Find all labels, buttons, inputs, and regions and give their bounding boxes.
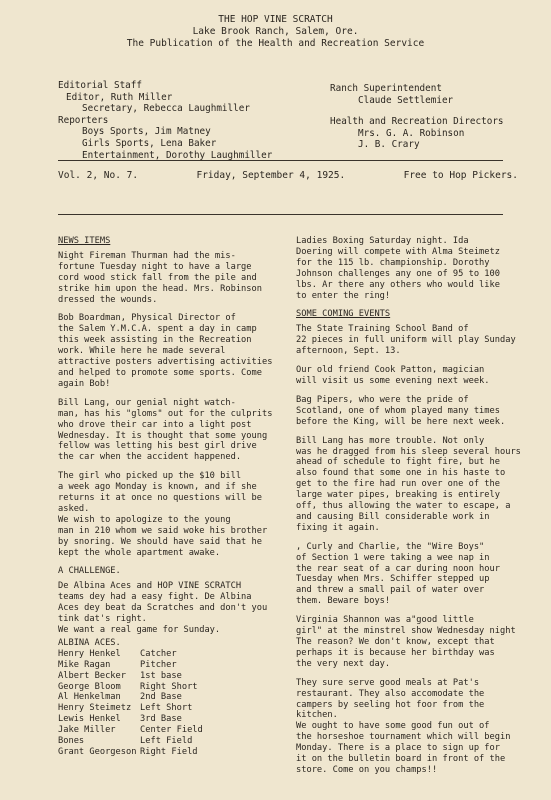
article-band: The State Training School Band of 22 pieces in full uniform will play Sunday afternoon, Sept. 13. [296, 324, 516, 357]
roster-row [58, 747, 280, 758]
director-1: Mrs. G. A. Robinson [358, 127, 465, 139]
player-name: Lewis Henkel [58, 714, 121, 725]
divider-upper [58, 160, 503, 161]
player-name: Albert Becker [58, 670, 126, 681]
staff-right [330, 83, 504, 151]
newsletter-place: Lake Brook Ranch, Salem, Ore. [192, 26, 359, 37]
news-items-heading: NEWS ITEMS [58, 236, 111, 246]
article-shannon: Virginia Shannon was a"good little girl" at the minstrel show Wednesday night The reason? We don't know, except that perhaps it is because her birthday was the very next day. [296, 615, 516, 669]
roster-row [58, 682, 280, 693]
left-column [58, 236, 280, 758]
secretary: Secretary, Rebecca Laughmiller [82, 103, 250, 115]
editorial-heading: Editorial Staff [58, 80, 142, 91]
player-position: 2nd Base [140, 692, 182, 703]
player-position: Center Field [140, 725, 203, 736]
player-position: Left Short [140, 703, 193, 714]
article-restaurant: They sure serve good meals at Pat's restaurant. They also accomodate the campers by seeling hot foor from the kitchen. We ought to have some good fun out of the horseshoe tournament which will begin Monday. There is a place to sign up for it on the bulletin board in front of the store. Come on you champs!! [296, 677, 511, 775]
player-name: Grant Georgeson [58, 746, 137, 757]
article-wire-boys: , Curly and Charlie, the "Wire Boys" of Section 1 were taking a wee nap in the rear seat of a car during noon hour Tuesday when Mrs. Schiffer stepped up and threw a small pail of water over them. Beware boys! [296, 541, 500, 607]
entertainment: Entertainment, Dorothy Laughmiller [82, 149, 273, 161]
challenge-heading: A CHALLENGE. [58, 566, 121, 577]
player-position: Right Short [140, 681, 198, 692]
issue-volume: Vol. 2, No. 7. [58, 170, 139, 181]
issue-line [58, 170, 518, 181]
article-magician: Our old friend Cook Patton, magician will visit us some evening next week. [296, 365, 490, 386]
article-lang: Bill Lang, our genial night watch- man, has his "gloms" out for the culprits who drove their car into a light post Wednesday. It is thought that some young fellow was letting his best girl drive the car when the accident happened. [58, 397, 273, 463]
roster-row [58, 703, 280, 714]
player-position: Pitcher [140, 659, 177, 670]
staff-left [58, 80, 272, 161]
player-position: Left Field [140, 736, 193, 747]
player-position: 1st base [140, 670, 182, 681]
divider-lower [58, 214, 503, 215]
article-lang-trouble: Bill Lang has more trouble. Not only was he dragged from his sleep several hours ahead of schedule to fight fire, but he also found that some one in his haste to get to the fire had run over one of the large water pipes, breaking is entirely off, thus allowing the water to escape, a and causing Bill considerable work in fixing it again. [296, 435, 521, 533]
roster-row [58, 725, 280, 736]
roster-row [58, 660, 280, 671]
roster-row [58, 736, 280, 747]
roster-list [58, 649, 280, 758]
coming-events-heading: SOME COMING EVENTS [296, 309, 391, 320]
director-2: J. B. Crary [358, 139, 420, 151]
roster-row [58, 714, 280, 725]
boys-sports: Boys Sports, Jim Matney [82, 126, 211, 138]
masthead [0, 14, 551, 50]
editor: Editor, Ruth Miller [66, 91, 173, 103]
girls-sports: Girls Sports, Lena Baker [82, 137, 217, 149]
player-name: Al Henkelman [58, 692, 121, 703]
player-name: George Bloom [58, 681, 121, 692]
superintendent: Claude Settlemier [358, 94, 454, 106]
issue-date: Friday, September 4, 1925. [196, 170, 346, 181]
player-name: Jake Miller [58, 725, 116, 736]
player-name: Mike Ragan [58, 659, 111, 670]
directors-heading: Health and Recreation Directors [330, 116, 504, 128]
article-boardman: Bob Boardman, Physical Director of the Salem Y.M.C.A. spent a day in camp this week assisting in the Recreation work. While here he made several attractive posters advertising activities and helped to promote some sports. Come again Bob! [58, 313, 273, 389]
player-position: Right Field [140, 746, 198, 757]
player-name: Bones [58, 736, 85, 747]
article-fireman: Night Fireman Thurman had the mis- fortune Tuesday night to have a large cord wood stick fall from the pile and strike him upon the head. Mrs. Robinson dressed the wounds. [58, 250, 262, 305]
reporters-heading: Reporters [58, 114, 109, 126]
newsletter-service: The Publication of the Health and Recreation Service [126, 38, 425, 49]
player-name: Henry Steimetz [58, 703, 132, 714]
player-position: 3rd Base [140, 714, 182, 725]
right-column [296, 236, 521, 784]
article-challenge: De Albina Aces and HOP VINE SCRATCH teams dey had a easy fight. De Albina Aces dey beat da Scratches and don't you tink dat's right. We want a real game for Sunday. [58, 581, 268, 635]
issue-price: Free to Hop Pickers. [403, 170, 518, 181]
roster-heading: ALBINA ACES. [58, 637, 121, 648]
roster-row [58, 692, 280, 703]
roster-row [58, 649, 280, 660]
player-name: Henry Henkel [58, 648, 121, 659]
roster-row [58, 671, 280, 682]
superintendent-heading: Ranch Superintendent [330, 83, 442, 94]
article-boxing: Ladies Boxing Saturday night. Ida Doering will compete with Alma Steimetz for the 115 lb. championship. Dorothy Johnson challenges any one of 95 to 100 lbs. Ar there any others who would like to enter the ring! [296, 236, 500, 301]
newsletter-title: THE HOP VINE SCRATCH [218, 14, 333, 25]
player-position: Catcher [140, 648, 177, 659]
article-bagpipers: Bag Pipers, who were the pride of Scotland, one of whom played many times before the King, will be here next week. [296, 394, 506, 427]
article-lost-bill: The girl who picked up the $10 bill a week ago Monday is known, and if she returns it at once no questions will be asked. We wish to apologize to the young man in 210 whom we said woke his brother by snoring. We should have said that he kept the whole apartment awake. [58, 471, 268, 558]
